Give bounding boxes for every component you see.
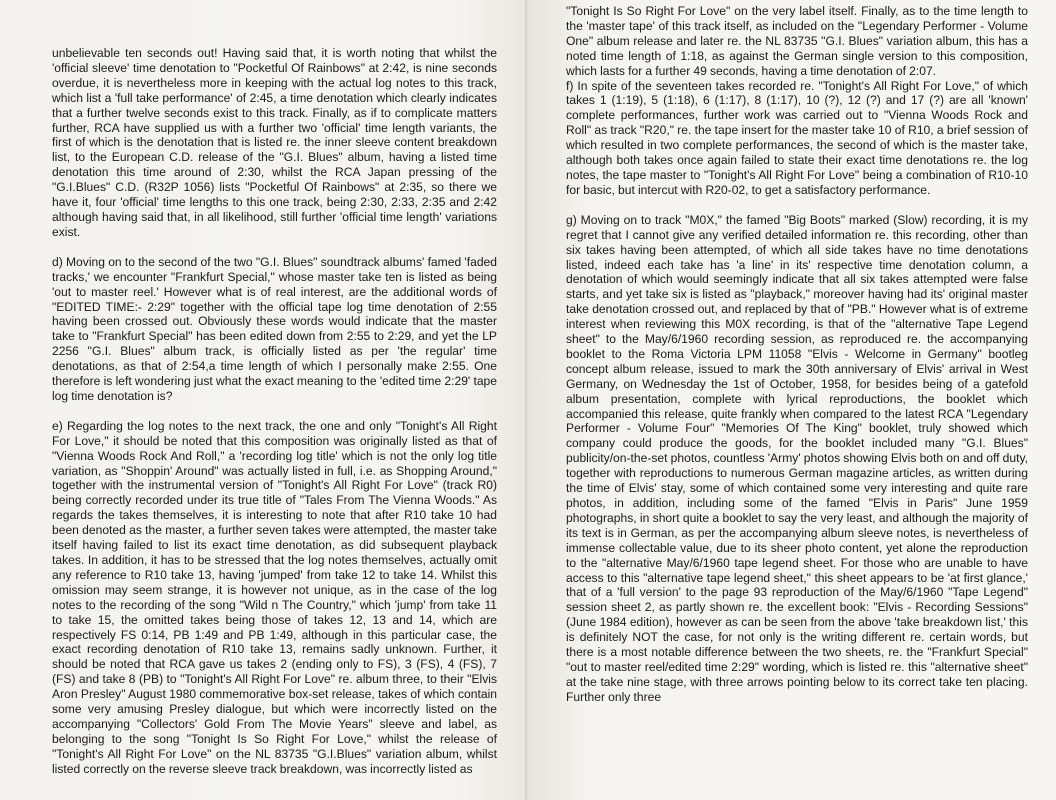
right-paragraph-f: "Tonight Is So Right For Love" on the very label itself. Finally, as to the time length to the 'master tape' of this track itself, as included on the "Legendary Performer - Volume One" album release and later re. the NL 83735 "G.I. Blues" variation album, this has a noted time length of 1:18, as against the German single version to this composition, which lasts for a further 49 seconds, having a time denotation of 2:07. f) In spite of the seventeen takes recorded re. "Tonight's All Right For Love," of which takes 1 (1:19), 5 (1:18), 6 (1:17), 8 (1:17), 10 (?), 12 (?) and 17 (?) are all 'known' complete performances, further work was carried out to "Vienna Woods Rock and Roll" as track "R20," re. the tape insert for the master take 10 of R10, a brief session of which resulted in two complete performances, the second of which is the master take, although both takes once again failed to state their exact time denotations re. the log notes, the tape master to "Tonight's All Right For Love" being a combination of R10-10 for basic, but intercut with R20-02, to get a satisfactory performance. bbox=[566, 4, 1028, 197]
left-paragraph-1: unbelievable ten seconds out! Having said that, it is worth noting that whilst the 'official sleeve' time denotation to "Pocketful Of Rainbows" at 2:42, is nine seconds overdue, it is nevertheless more in keeping with the actual log notes to this track, which list a 'full take performance' of 2:45, a time denotation which clearly indicates that a further twelve seconds exist to this track. Finally, as if to complicate matters further, RCA have supplied us with a further two 'official' time length variants, the first of which is the denotation that is listed re. the inner sleeve content breakdown list, to the European C.D. release of the "G.I. Blues" album, having a listed time denotation this time around of 2:30, whilst the RCA Japan pressing of the "G.I.Blues" C.D. (R32P 1056) lists "Pocketful Of Rainbows" at 2:35, so there we have it, four 'official' time lengths to this one track, being 2:30, 2:33, 2:35 and 2:42 although having said that, in all likelihood, still further 'official time length' variations exist. bbox=[52, 46, 497, 239]
right-paragraph-g: g) Moving on to track "M0X," the famed "Big Boots" marked (Slow) recording, it is my regret that I cannot give any verified detailed information re. this recording, other than six takes having been attempted, of which all side takes have no time denotations listed, indeed each take has 'a line' in its' respective time denotation column, a denotation of which would seemingly indicate that all six takes attempted were false starts, and yet take six is listed as "playback," moreover having had its' original master take denotation crossed out, and replaced by that of "PB." However what is of extreme interest when reviewing this M0X recording, is that of the "alternative Tape Legend sheet" to the May/6/1960 recording session, as reproduced re. the accompanying booklet to the Roma Victoria LPM 11058 "Elvis - Welcome in Germany" bootleg concept album release, issued to mark the 30th anniversary of Elvis' arrival in West Germany, on Wednesday the 1st of October, 1958, for besides being of a gatefold album presentation, complete with lyrical reproductions, the booklet which accompanied this release, quite frankly when compared to the latest RCA "Legendary Performer - Volume Four" "Memories Of The King" booklet, truly showed which company could produce the goods, for the booklet included many "G.I. Blues" publicity/on-the-set photos, countless 'Army' photos showing Elvis both on and off duty, together with reproductions to numerous German magazine articles, as written during the time of Elvis' stay, some of which contained some very interesting and quite rare photos, in addition, including some of the famed "Elvis in Paris" June 1959 photographs, in short quite a booklet to say the very least, and although the majority of its text is in German, as per the accompanying album sleeve notes, is nevertheless of immense collectable value, due to its sheer photo content, yet alone the reproduction to the "alternative May/6/1960 tape legend sheet. For those who are unable to have access to this "alternative tape legend sheet," this sheet appears to be 'at first glance,' that of a 'full version' to the page 93 reproduction of the May/6/1960 "Tape Legend" session sheet 2, as partly shown re. the excellent book: "Elvis - Recording Sessions" (June 1984 edition), however as can be seen from the above 'take breakdown list,' this is definitely NOT the case, for not only is the writing different re. certain words, but there is a most notable difference between the two sheets, re. the "Frankfurt Special" "out to master reel/edited time 2:29" wording, which is listed re. this "alternative sheet" at the take nine stage, with three arrows pointing below to its correct take ten placing. Further only three bbox=[566, 212, 1028, 704]
left-paragraph-d: d) Moving on to the second of the two "G.I. Blues" soundtrack albums' famed 'faded tracks,' we encounter "Frankfurt Special," whose master take ten is listed as being 'out to master reel.' However what is of real interest, are the additional words of "EDITED TIME:- 2:29" together with the official tape log time denotation of 2:55 having been crossed out. Obviously these words would indicate that the master take to "Frankfurt Special" has been edited down from 2:55 to 2:29, and yet the LP 2256 "G.I. Blues" album track, is officially listed as per 'the regular' time denotations, as that of 2:54,a time length of which I personally make 2:55. One therefore is left wondering just what the exact meaning to the 'edited time 2:29' tape log time denotation is? bbox=[52, 254, 497, 403]
right-page bbox=[528, 0, 1056, 800]
left-paragraph-e: e) Regarding the log notes to the next track, the one and only "Tonight's All Right For Love," it should be noted that this composition was originally listed as that of "Vienna Woods Rock And Roll," a 'recording log title' which is not the only log title variation, as "Shoppin' Around" was actually listed in full, i.e. as Shopping Around," together with the instrumental version of "Tonight's All Right For Love" (track R0) being correctly recorded under its true title of "Tales From The Vienna Woods." As regards the takes themselves, it is interesting to note that after R10 take 10 had been denoted as the master, a further seven takes were attempted, the master take itself having failed to list its exact time denotation, as did subsequent playback takes. In addition, it has to be stressed that the log notes themselves, actually omit any reference to R10 take 13, having 'jumped' from take 12 to take 14. Whilst this omission may seem strange, it is however not unique, as in the case of the log notes to the recording of the song "Wild n The Country," which 'jump' from take 11 to take 15, the omitted takes being those of takes 12, 13 and 14, which are respectively FS 0:14, PB 1:49 and PB 1:49, although in this particular case, the exact recording denotation of R10 take 13, remains sadly unknown. Further, it should be noted that RCA gave us takes 2 (ending only to FS), 3 (FS), 4 (FS), 7 (FS) and take 8 (PB) to "Tonight's All Right For Love" re. album three, to their "Elvis Aron Presley" August 1980 commemorative box-set release, takes of which contain some very amusing Presley dialogue, but which were incorrectly listed on the accompanying "Collectors' Gold From The Movie Years" sleeve and label, as belonging to the song "Tonight Is So Right For Love," whilst the release of "Tonight's All Right For Love" on the NL 83735 "G.I.Blues" variation album, whilst listed correctly on the reverse sleeve track breakdown, was incorrectly listed as bbox=[52, 418, 497, 776]
